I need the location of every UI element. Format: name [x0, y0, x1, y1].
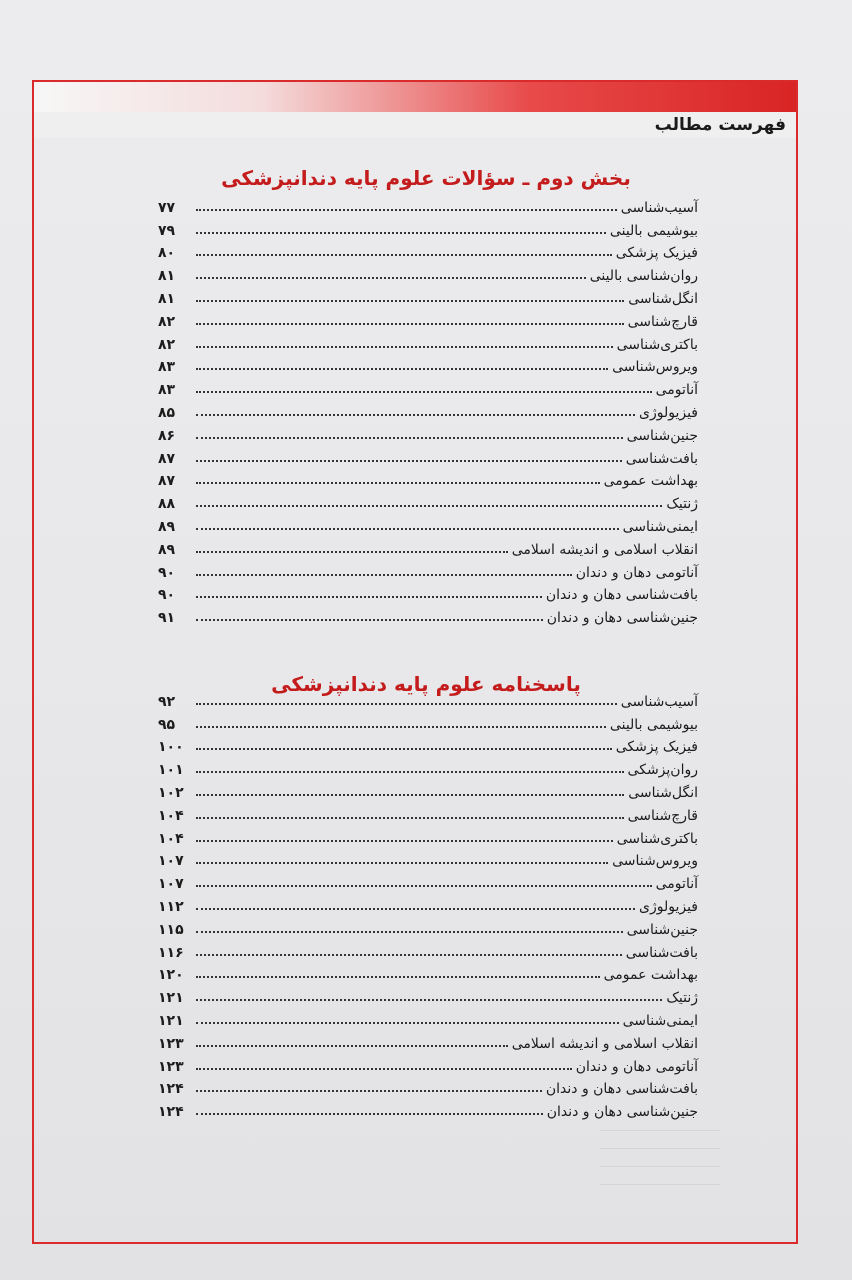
- toc-entry-page-number: ۱۱۵: [158, 921, 184, 938]
- dot-leader: [196, 550, 508, 553]
- toc-entry-label: بافت‌شناسی: [625, 944, 698, 961]
- toc-entry-page-number: ۸۰: [158, 245, 176, 262]
- toc-entry-page-number: ۱۲۰: [158, 967, 184, 984]
- toc-entry-page-number: ۱۲۳: [158, 1035, 184, 1052]
- dot-leader: [196, 345, 613, 348]
- dot-leader: [196, 975, 600, 978]
- toc-entry: [158, 421, 698, 444]
- toc-entry: [158, 512, 698, 535]
- toc-entry: [158, 869, 698, 892]
- toc-entry: [158, 467, 698, 490]
- toc-entry: [158, 983, 698, 1006]
- dot-leader: [196, 253, 612, 256]
- dot-leader: [196, 299, 624, 302]
- toc-entry: [158, 1029, 698, 1052]
- dot-leader: [196, 1044, 508, 1047]
- toc-entry-page-number: ۸۷: [158, 473, 176, 490]
- dot-leader: [196, 907, 635, 910]
- toc-entry: [158, 489, 698, 512]
- dot-leader: [196, 702, 617, 705]
- toc-entry-label: بیوشیمی بالینی: [609, 222, 698, 239]
- toc-entry-page-number: ۱۰۷: [158, 853, 184, 870]
- toc-entry-page-number: ۱۲۱: [158, 990, 184, 1007]
- toc-entry-page-number: ۸۲: [158, 313, 176, 330]
- dot-leader: [196, 504, 662, 507]
- toc-entry-page-number: ۸۳: [158, 359, 176, 376]
- dot-leader: [196, 816, 624, 819]
- toc-entry: [158, 915, 698, 938]
- toc-entry-page-number: ۹۱: [158, 610, 176, 627]
- dot-leader: [196, 770, 624, 773]
- dot-leader: [196, 208, 617, 211]
- toc-entry-label: باکتری‌شناسی: [616, 336, 698, 353]
- toc-entry: [158, 353, 698, 376]
- dot-leader: [196, 231, 606, 234]
- toc-entry-page-number: ۹۵: [158, 716, 176, 733]
- dot-leader: [196, 953, 622, 956]
- toc-entry-label: فیزیک پزشکی: [615, 245, 698, 262]
- bleed-through-shadow: [600, 1130, 720, 1200]
- toc-entry-page-number: ۹۰: [158, 564, 176, 581]
- dot-leader: [196, 459, 622, 462]
- toc-entry-label: آناتومی دهان و دندان: [575, 564, 698, 581]
- toc-entry-label: ایمنی‌شناسی: [622, 1012, 698, 1029]
- toc-entry-page-number: ۱۰۴: [158, 807, 184, 824]
- toc-entry: [158, 239, 698, 262]
- dot-leader: [196, 367, 608, 370]
- dot-leader: [196, 618, 543, 621]
- toc-entry: [158, 603, 698, 626]
- toc-entry-label: بافت‌شناسی: [625, 450, 698, 467]
- toc-entry-label: جنین‌شناسی: [626, 921, 698, 938]
- toc-entry-label: آناتومی: [655, 876, 698, 893]
- toc-entry: [158, 398, 698, 421]
- toc-entry-label: بهداشت عمومی: [603, 473, 698, 490]
- dot-leader: [196, 527, 619, 530]
- dot-leader: [196, 276, 586, 279]
- toc-list-answers: [158, 687, 698, 1120]
- dot-leader: [196, 1021, 619, 1024]
- page-title: فهرست مطالب: [654, 115, 786, 135]
- dot-leader: [196, 573, 572, 576]
- toc-entry: [158, 1075, 698, 1098]
- dot-leader: [196, 861, 608, 864]
- toc-entry-label: باکتری‌شناسی: [616, 830, 698, 847]
- toc-entry: [158, 284, 698, 307]
- section-title-answers: پاسخنامه علوم پایه دندانپزشکی: [271, 672, 581, 696]
- toc-entry: [158, 193, 698, 216]
- toc-entry-page-number: ۸۱: [158, 290, 176, 307]
- toc-entry-label: ویروس‌شناسی: [612, 853, 698, 870]
- dot-leader: [196, 595, 542, 598]
- toc-entry: [158, 778, 698, 801]
- toc-entry-label: جنین‌شناسی دهان و دندان: [546, 1104, 698, 1121]
- toc-entry-label: آناتومی: [655, 382, 698, 399]
- dot-leader: [196, 390, 652, 393]
- toc-entry: [158, 1006, 698, 1029]
- toc-entry: [158, 733, 698, 756]
- toc-entry-label: روان‌پزشکی: [627, 762, 698, 779]
- dot-leader: [196, 1067, 572, 1070]
- toc-entry-label: آناتومی دهان و دندان: [575, 1058, 698, 1075]
- toc-entry-label: آسیب‌شناسی: [620, 199, 698, 216]
- toc-entry: [158, 307, 698, 330]
- toc-entry: [158, 1052, 698, 1075]
- toc-entry-page-number: ۱۲۱: [158, 1012, 184, 1029]
- toc-entry-page-number: ۸۳: [158, 382, 176, 399]
- toc-entry-label: ژنتیک: [666, 496, 698, 513]
- toc-entry: [158, 824, 698, 847]
- toc-entry-label: فیزیک پزشکی: [615, 739, 698, 756]
- toc-entry-page-number: ۱۰۱: [158, 762, 184, 779]
- toc-entry-page-number: ۸۹: [158, 518, 176, 535]
- toc-entry: [158, 687, 698, 710]
- toc-entry-page-number: ۱۱۲: [158, 898, 184, 915]
- toc-entry-page-number: ۱۰۷: [158, 876, 184, 893]
- toc-entry: [158, 801, 698, 824]
- toc-entry-label: فیزیولوژی: [639, 404, 698, 421]
- toc-entry-label: بافت‌شناسی دهان و دندان: [545, 587, 698, 604]
- toc-entry: [158, 892, 698, 915]
- toc-entry-page-number: ۱۰۲: [158, 784, 184, 801]
- toc-entry-page-number: ۸۵: [158, 404, 176, 421]
- toc-entry: [158, 535, 698, 558]
- toc-entry: [158, 847, 698, 870]
- toc-entry-page-number: ۱۲۴: [158, 1081, 184, 1098]
- toc-entry-label: انقلاب اسلامی و اندیشه اسلامی: [511, 1035, 698, 1052]
- dot-leader: [196, 884, 652, 887]
- dot-leader: [196, 998, 662, 1001]
- dot-leader: [196, 436, 623, 439]
- toc-entry-page-number: ۱۱۶: [158, 944, 184, 961]
- dot-leader: [196, 413, 635, 416]
- toc-entry: [158, 755, 698, 778]
- toc-entry-label: قارچ‌شناسی: [627, 807, 698, 824]
- dot-leader: [196, 747, 612, 750]
- dot-leader: [196, 1089, 542, 1092]
- dot-leader: [196, 839, 613, 842]
- dot-leader: [196, 322, 624, 325]
- toc-entry-label: بهداشت عمومی: [603, 967, 698, 984]
- toc-entry-page-number: ۷۷: [158, 199, 176, 216]
- toc-entry-page-number: ۱۲۳: [158, 1058, 184, 1075]
- toc-entry-page-number: ۹۰: [158, 587, 176, 604]
- toc-entry: [158, 261, 698, 284]
- dot-leader: [196, 725, 606, 728]
- toc-entry-page-number: ۸۷: [158, 450, 176, 467]
- toc-entry-label: ویروس‌شناسی: [612, 359, 698, 376]
- toc-entry-page-number: ۸۲: [158, 336, 176, 353]
- toc-entry-page-number: ۸۸: [158, 496, 176, 513]
- toc-entry-page-number: ۸۶: [158, 427, 176, 444]
- toc-entry-label: جنین‌شناسی دهان و دندان: [546, 610, 698, 627]
- dot-leader: [196, 930, 623, 933]
- toc-entry-page-number: ۸۱: [158, 268, 176, 285]
- toc-entry-label: فیزیولوژی: [639, 898, 698, 915]
- toc-entry: [158, 216, 698, 239]
- toc-entry-page-number: ۱۰۰: [158, 739, 184, 756]
- toc-entry: [158, 961, 698, 984]
- dot-leader: [196, 481, 600, 484]
- toc-entry-label: ژنتیک: [666, 990, 698, 1007]
- dot-leader: [196, 1112, 543, 1115]
- toc-list-questions: [158, 193, 698, 626]
- toc-entry-label: انقلاب اسلامی و اندیشه اسلامی: [511, 541, 698, 558]
- toc-entry: [158, 1097, 698, 1120]
- toc-entry-label: انگل‌شناسی: [628, 784, 698, 801]
- toc-entry-label: جنین‌شناسی: [626, 427, 698, 444]
- toc-entry-page-number: ۸۹: [158, 541, 176, 558]
- toc-entry: [158, 330, 698, 353]
- toc-entry-label: آسیب‌شناسی: [620, 693, 698, 710]
- toc-entry: [158, 581, 698, 604]
- section-title-questions: بخش دوم ـ سؤالات علوم پایه دندانپزشکی: [221, 166, 631, 190]
- toc-entry: [158, 444, 698, 467]
- dot-leader: [196, 793, 624, 796]
- toc-entry: [158, 938, 698, 961]
- toc-entry-page-number: ۷۹: [158, 222, 176, 239]
- toc-entry: [158, 558, 698, 581]
- toc-entry-label: بافت‌شناسی دهان و دندان: [545, 1081, 698, 1098]
- toc-entry: [158, 375, 698, 398]
- toc-entry-label: روان‌شناسی بالینی: [589, 268, 698, 285]
- toc-entry-label: انگل‌شناسی: [628, 290, 698, 307]
- toc-entry-label: قارچ‌شناسی: [627, 313, 698, 330]
- toc-entry-label: ایمنی‌شناسی: [622, 518, 698, 535]
- toc-entry: [158, 710, 698, 733]
- toc-entry-page-number: ۱۰۴: [158, 830, 184, 847]
- toc-entry-page-number: ۹۲: [158, 693, 176, 710]
- toc-entry-label: بیوشیمی بالینی: [609, 716, 698, 733]
- toc-entry-page-number: ۱۲۴: [158, 1104, 184, 1121]
